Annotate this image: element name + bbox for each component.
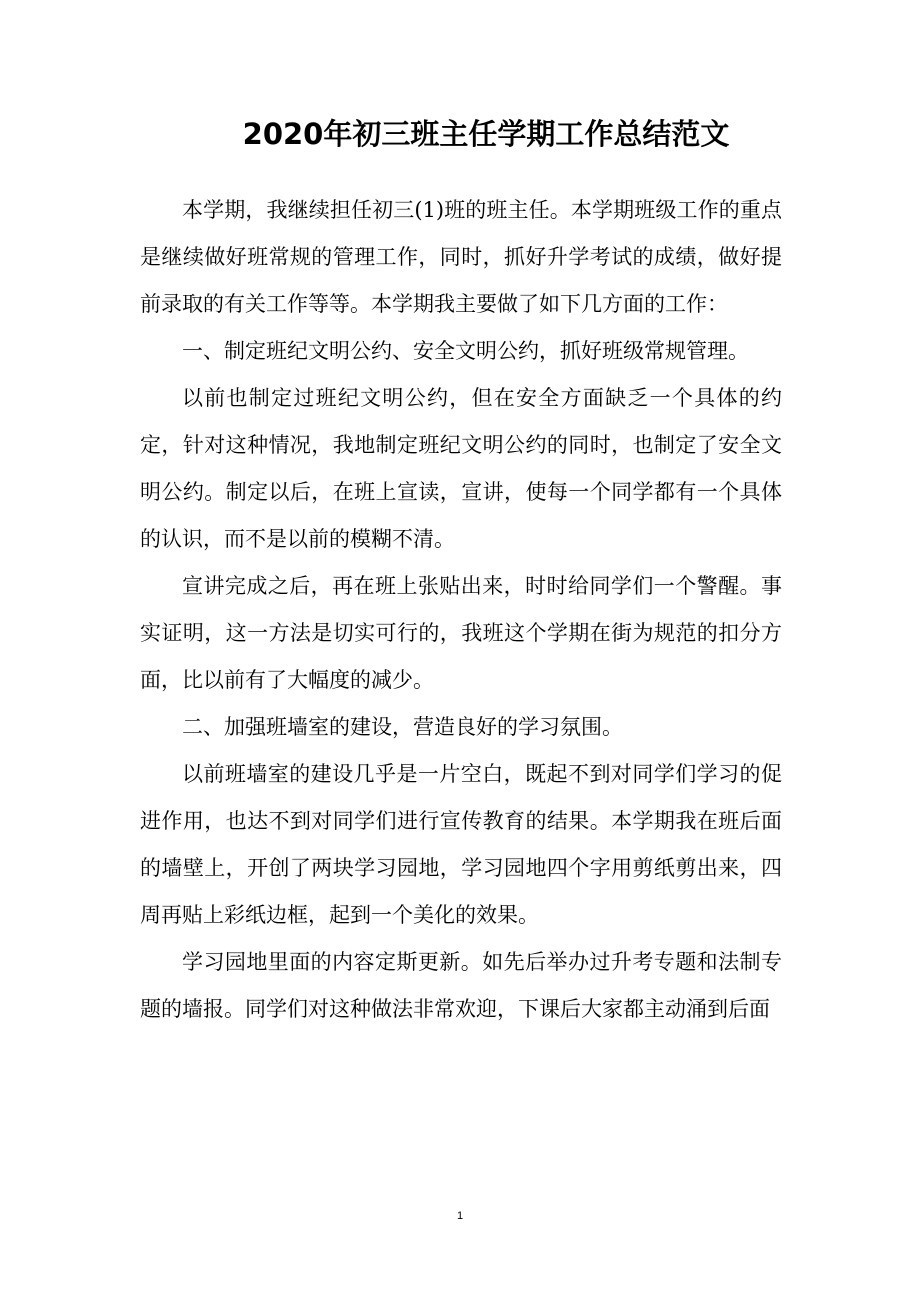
section-heading-2: 二、加强班墙室的建设，营造良好的学习氛围。 [182,715,623,739]
paragraph-section-2-a: 以前班墙室的建设几乎是一片空白，既起不到对同学们学习的促进作用，也达不到对同学们进行宣传教育的结果。本学期我在班后面的墙壁上，开创了两块学习园地，学习园地四个字用剪纸剪出来，四周再贴上彩纸边框，起到一个美化的效果。 [140,762,782,927]
paragraph-section-1-a: 以前也制定过班纪文明公约，但在安全方面缺乏一个具体的约定，针对这种情况，我地制定班纪文明公约的同时，也制定了安全文明公约。制定以后，在班上宣读，宣讲，使每一个同学都有一个具体的认识，而不是以前的模糊不清。 [140,386,782,551]
page-number: 1 [456,1210,464,1222]
paragraph-intro: 本学期，我继续担任初三(1)班的班主任。本学期班级工作的重点是继续做好班常规的管理工作，同时，抓好升学考试的成绩，做好提前录取的有关工作等等。本学期我主要做了如下几方面的工作： [140,198,782,316]
paragraph-section-2-b: 学习园地里面的内容定斯更新。如先后举办过升考专题和法制专题的墙报。同学们对这种做法非常欢迎，下课后大家都主动涌到后面 [140,950,782,1021]
paragraph-section-1-b: 宣讲完成之后，再在班上张贴出来，时时给同学们一个警醒。事实证明，这一方法是切实可行的，我班这个学期在街为规范的扣分方面，比以前有了大幅度的减少。 [140,574,782,692]
document-title: 2020年初三班主任学期工作总结范文 [242,117,730,151]
document-body [140,187,782,1033]
section-heading-1: 一、制定班纪文明公约、安全文明公约，抓好班级常规管理。 [182,339,749,363]
